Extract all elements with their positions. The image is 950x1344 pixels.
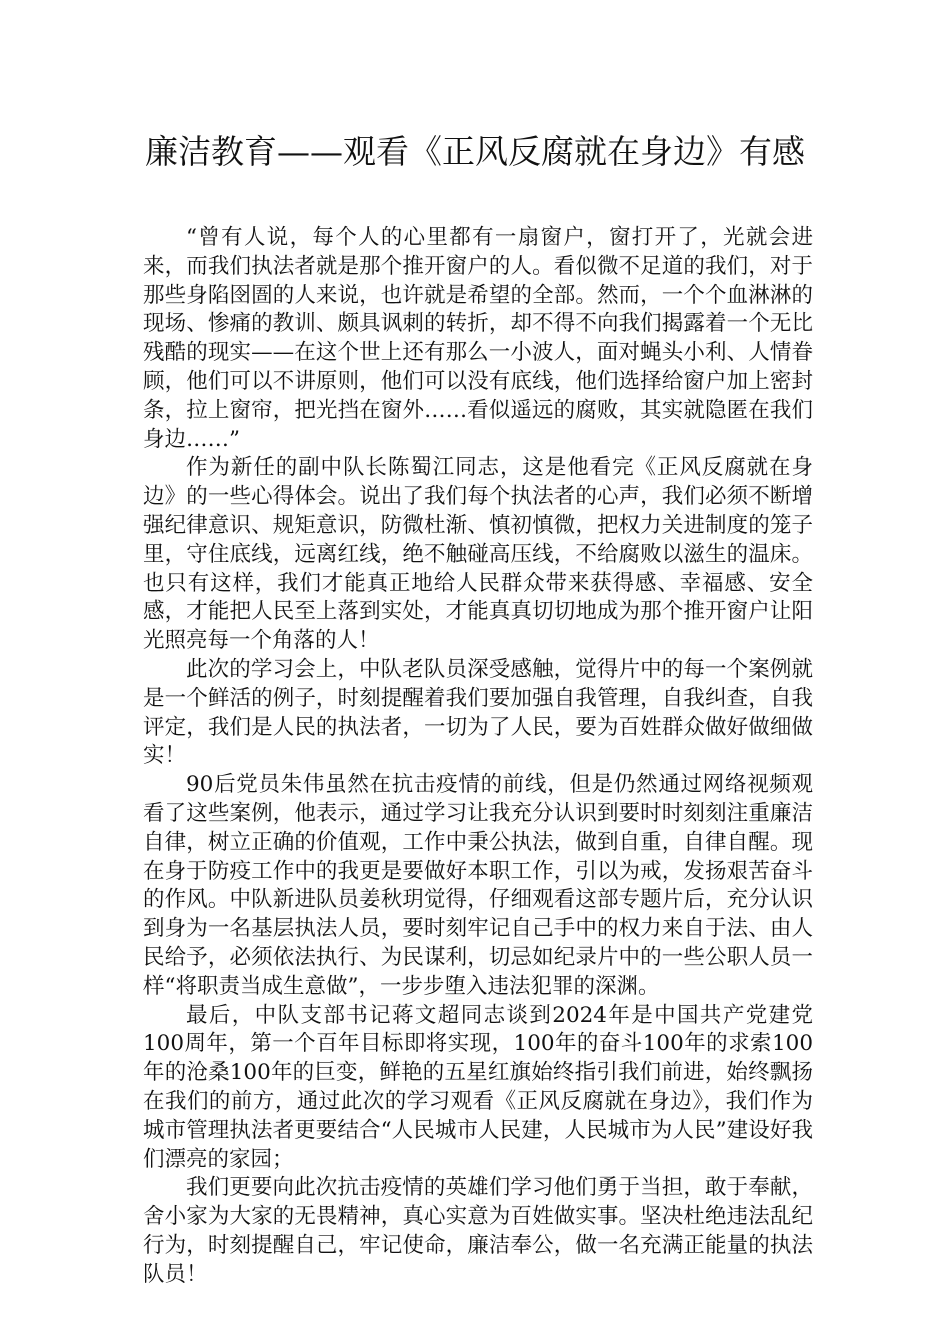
document-body	[143, 224, 813, 1289]
paragraph-6: 我们更要向此次抗击疫情的英雄们学习他们勇于当担，敢于奉献，舍小家为大家的无畏精神，真心实意为百姓做实事。坚决杜绝违法乱纪行为，时刻提醒自己，牢记使命，廉洁奉公，做一名充满正能量的执法队员！	[143, 1175, 813, 1287]
paragraph-3: 此次的学习会上，中队老队员深受感触，觉得片中的每一个案例就是一个鲜活的例子，时刻提醒着我们要加强自我管理，自我纠查，自我评定，我们是人民的执法者，一切为了人民，要为百姓群众做好做细做实！	[143, 656, 813, 769]
document-title: 廉洁教育——观看《正风反腐就在身边》有感	[145, 132, 805, 171]
paragraph-5: 最后，中队支部书记蒋文超同志谈到2024年是中国共产党建党100周年，第一个百年目标即将实现，100年的奋斗100年的求索100年的沧桑100年的巨变，鲜艳的五星红旗始终指引我们前进，始终飘扬在我们的前方，通过此次的学习观看《正风反腐就在身边》，我们作为城市管理执法者更要结合“人民城市人民建，人民城市为人民”建设好我们漂亮的家园；	[143, 1002, 813, 1172]
paragraph-2: 作为新任的副中队长陈蜀江同志，这是他看完《正风反腐就在身边》的一些心得体会。说出了我们每个执法者的心声，我们必须不断增强纪律意识、规矩意识，防微杜渐、慎初慎微，把权力关进制度的笼子里，守住底线，远离红线，绝不触碰高压线，不给腐败以滋生的温床。也只有这样，我们才能真正地给人民群众带来获得感、幸福感、安全感，才能把人民至上落到实处，才能真真切切地成为那个推开窗户让阳光照亮每一个角落的人！	[143, 455, 813, 654]
paragraph-1: “曾有人说，每个人的心里都有一扇窗户，窗打开了，光就会进来，而我们执法者就是那个推开窗户的人。看似微不足道的我们，对于那些身陷囹圄的人来说，也许就是希望的全部。然而，一个个血淋淋的现场、惨痛的教训、颇具讽刺的转折，却不得不向我们揭露着一个无比残酷的现实——在这个世上还有那么一小波人，面对蝇头小利、人情眷顾，他们可以不讲原则，他们可以没有底线，他们选择给窗户加上密封条，拉上窗帘，把光挡在窗外……看似遥远的腐败，其实就隐匿在我们身边……”	[143, 225, 813, 452]
paragraph-4: 90后党员朱伟虽然在抗击疫情的前线，但是仍然通过网络视频观看了这些案例，他表示，通过学习让我充分认识到要时时刻刻注重廉洁自律，树立正确的价值观，工作中秉公执法，做到自重，自律自醒。现在身于防疫工作中的我更是要做好本职工作，引以为戒，发扬艰苦奋斗的作风。中队新进队员姜秋玥觉得，仔细观看这部专题片后，充分认识到身为一名基层执法人员，要时刻牢记自己手中的权力来自于法、由人民给予，必须依法执行、为民谋利，切忌如纪录片中的一些公职人员一样“将职责当成生意做”，一步步堕入违法犯罪的深渊。	[143, 772, 813, 999]
